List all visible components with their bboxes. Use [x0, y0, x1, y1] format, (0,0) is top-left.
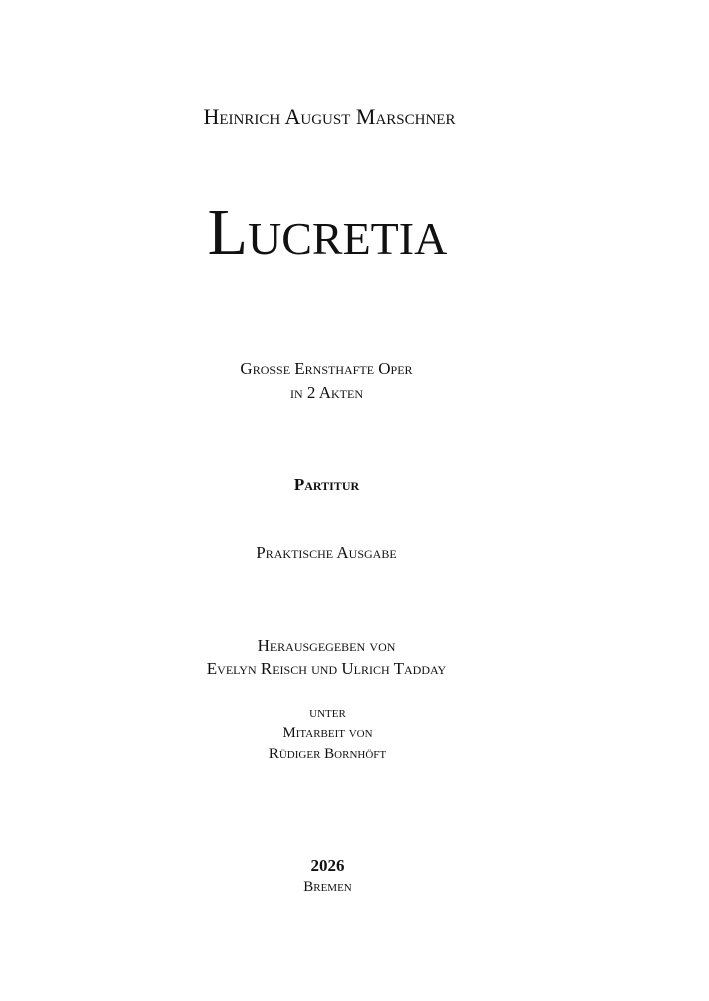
- collaboration-line-2: Mitarbeit von: [282, 725, 373, 741]
- publication-year: 2026: [310, 856, 345, 875]
- publication-place: Bremen: [303, 879, 352, 895]
- opera-title-text: Lucretia: [207, 196, 448, 269]
- composer-name: Heinrich August Marschner: [203, 104, 456, 129]
- opera-subtitle-line-2: in 2 Akten: [290, 383, 363, 402]
- edition-type: Praktische Ausgabe: [256, 543, 397, 562]
- editor-names: Evelyn Reisch und Ulrich Tadday: [206, 659, 447, 678]
- opera-subtitle-line-1: Grosse Ernsthafte Oper: [240, 359, 413, 378]
- collaboration-line-1: unter: [309, 705, 346, 721]
- opera-title: [0, 196, 682, 269]
- contributor-name: Rüdiger Bornhöft: [268, 746, 387, 762]
- editor-label: Herausgegeben von: [257, 636, 396, 655]
- score-type: Partitur: [293, 475, 360, 494]
